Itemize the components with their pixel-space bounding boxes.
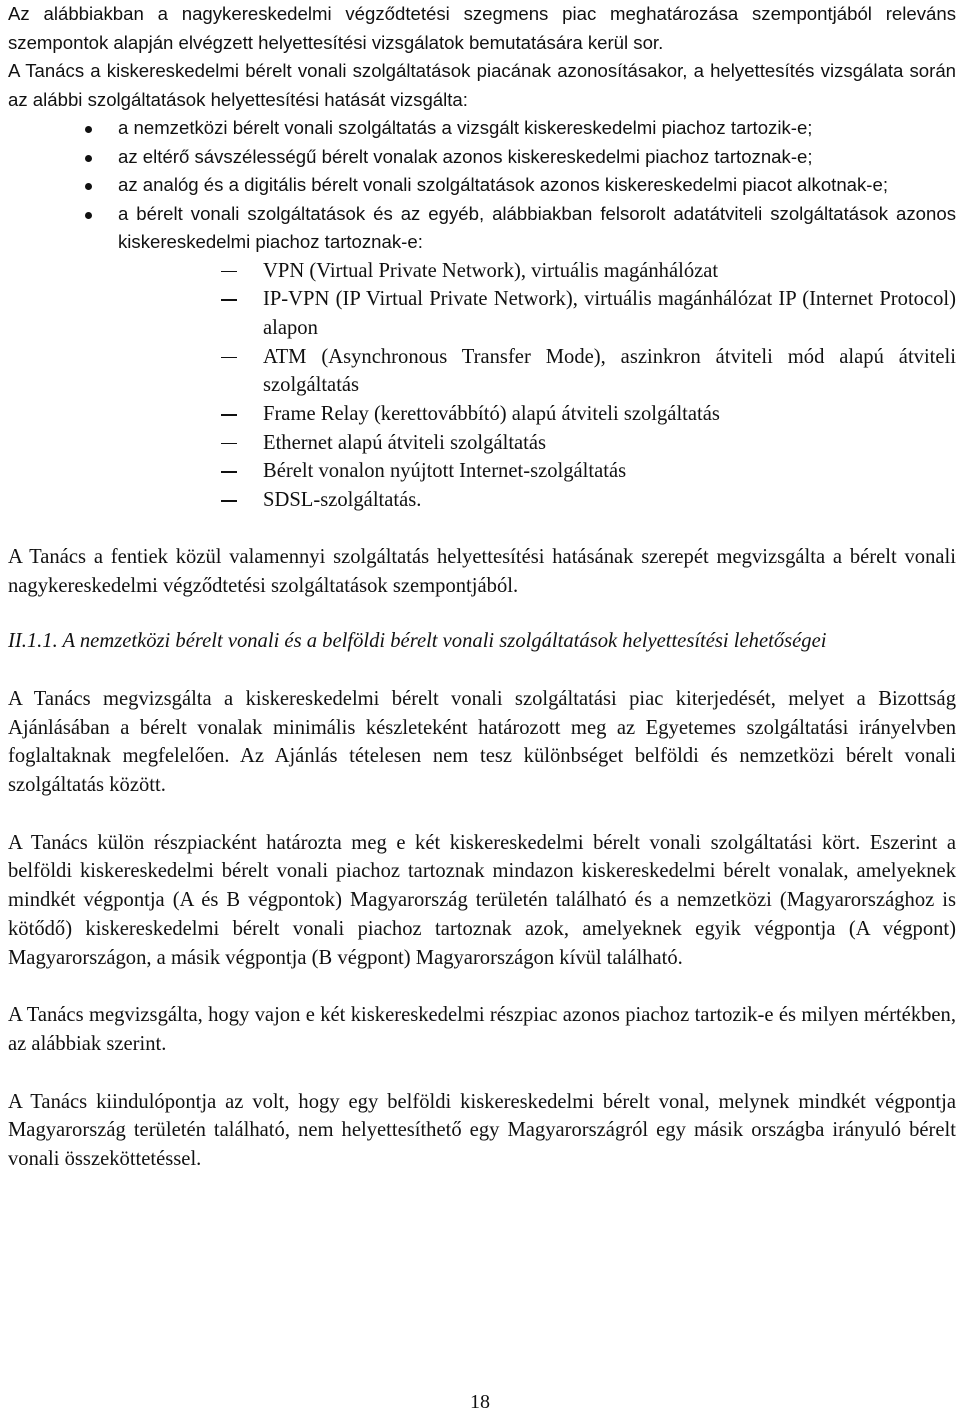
dash-item: Frame Relay (kerettovábbító) alapú átviteli szolgáltatás <box>8 400 956 429</box>
bullet-icon <box>85 183 92 190</box>
bullet-item: a bérelt vonali szolgáltatások és az egyéb, alábbiakban felsorolt adatátviteli szolgáltatások azonos kiskereskedelmi piachoz tartoznak-e: <box>8 200 956 257</box>
dash-icon <box>221 443 237 445</box>
bullet-list <box>8 114 956 257</box>
dash-icon <box>221 299 237 301</box>
dash-item: SDSL-szolgáltatás. <box>8 486 956 515</box>
bullet-item: az analóg és a digitális bérelt vonali szolgáltatások azonos kiskereskedelmi piacot alkotnak-e; <box>8 171 956 200</box>
dash-list <box>8 257 956 515</box>
body-paragraph: A Tanács megvizsgálta a kiskereskedelmi bérelt vonali szolgáltatási piac kiterjedését, melyet a Bizottság Ajánlásában a bérelt vonalak minimális készleteként határozott meg az Egyetemes szolgáltatási irányelvben foglaltaknak megfelelően. Az Ajánlás tételesen nem tesz különbséget belföldi és nemzetközi bérelt vonali szolgáltatás között. <box>8 687 956 797</box>
bullet-icon <box>85 126 92 133</box>
body-paragraph: A Tanács kiindulópontja az volt, hogy egy belföldi kiskereskedelmi bérelt vonal, melynek mindkét végpontja Magyarország területén található, nem helyettesíthető egy Magyarországról egy másik országba irányuló bérelt vonali összeköttetéssel. <box>8 1090 956 1171</box>
intro-paragraph: Az alábbiakban a nagykereskedelmi végződtetési szegmens piac meghatározása szempontjából releváns szempontok alapján elvégzett helyettesítési vizsgálatok bemutatására kerül sor. <box>8 3 956 53</box>
dash-item: ATM (Asynchronous Transfer Mode), aszinkron átviteli mód alapú átviteli szolgáltatás <box>8 343 956 400</box>
helyettesites-intro-paragraph: A Tanács a kiskereskedelmi bérelt vonali szolgáltatások piacának azonosításakor, a helyettesítés vizsgálata során az alábbi szolgáltatások helyettesítési hatását vizsgálta: <box>8 60 956 110</box>
body-paragraph: A Tanács külön részpiacként határozta meg e két kiskereskedelmi bérelt vonali szolgáltatási kört. Eszerint a belföldi kiskereskedelmi bérelt vonali piachoz tartoznak mindazon kiskereskedelmi bérelt vonalak, amelyeknek mindkét végpontja (A és B végpontok) Magyarország területén található és a nemzetközi (Magyarországhoz is kötődő) kiskereskedelmi bérelt vonali piachoz tartoznak azok, amelyeknek egyik végpontja (A végpont) Magyarországon, a másik végpontja (B végpont) Magyarországon kívül található. <box>8 831 956 969</box>
body-paragraph: A Tanács megvizsgálta, hogy vajon e két kiskereskedelmi részpiac azonos piachoz tartozik-e és milyen mértékben, az alábbiak szerint. <box>8 1004 956 1055</box>
dash-icon <box>221 357 237 359</box>
summary-paragraph: A Tanács a fentiek közül valamennyi szolgáltatás helyettesítési hatásának szerepét megvizsgálta a bérelt vonali nagykereskedelmi végződtetési szolgáltatások szempontjából. <box>8 545 956 597</box>
page-number: 18 <box>470 1391 490 1413</box>
dash-icon <box>221 414 237 416</box>
document-page <box>8 0 956 1174</box>
bullet-item: az eltérő sávszélességű bérelt vonalak azonos kiskereskedelmi piachoz tartoznak-e; <box>8 143 956 172</box>
bullet-icon <box>85 155 92 162</box>
dash-item: IP-VPN (IP Virtual Private Network), virtuális magánhálózat IP (Internet Protocol) alapon <box>8 285 956 342</box>
dash-item: Bérelt vonalon nyújtott Internet-szolgáltatás <box>8 457 956 486</box>
dash-icon <box>221 500 237 502</box>
dash-icon <box>221 471 237 473</box>
bullet-icon <box>85 212 92 219</box>
section-heading: II.1.1. A nemzetközi bérelt vonali és a belföldi bérelt vonali szolgáltatások helyettesítési lehetőségei <box>8 630 827 653</box>
bullet-item: a nemzetközi bérelt vonali szolgáltatás a vizsgált kiskereskedelmi piachoz tartozik-e; <box>8 114 956 143</box>
dash-item: Ethernet alapú átviteli szolgáltatás <box>8 429 956 458</box>
dash-icon <box>221 271 237 273</box>
dash-item: VPN (Virtual Private Network), virtuális magánhálózat <box>8 257 956 286</box>
